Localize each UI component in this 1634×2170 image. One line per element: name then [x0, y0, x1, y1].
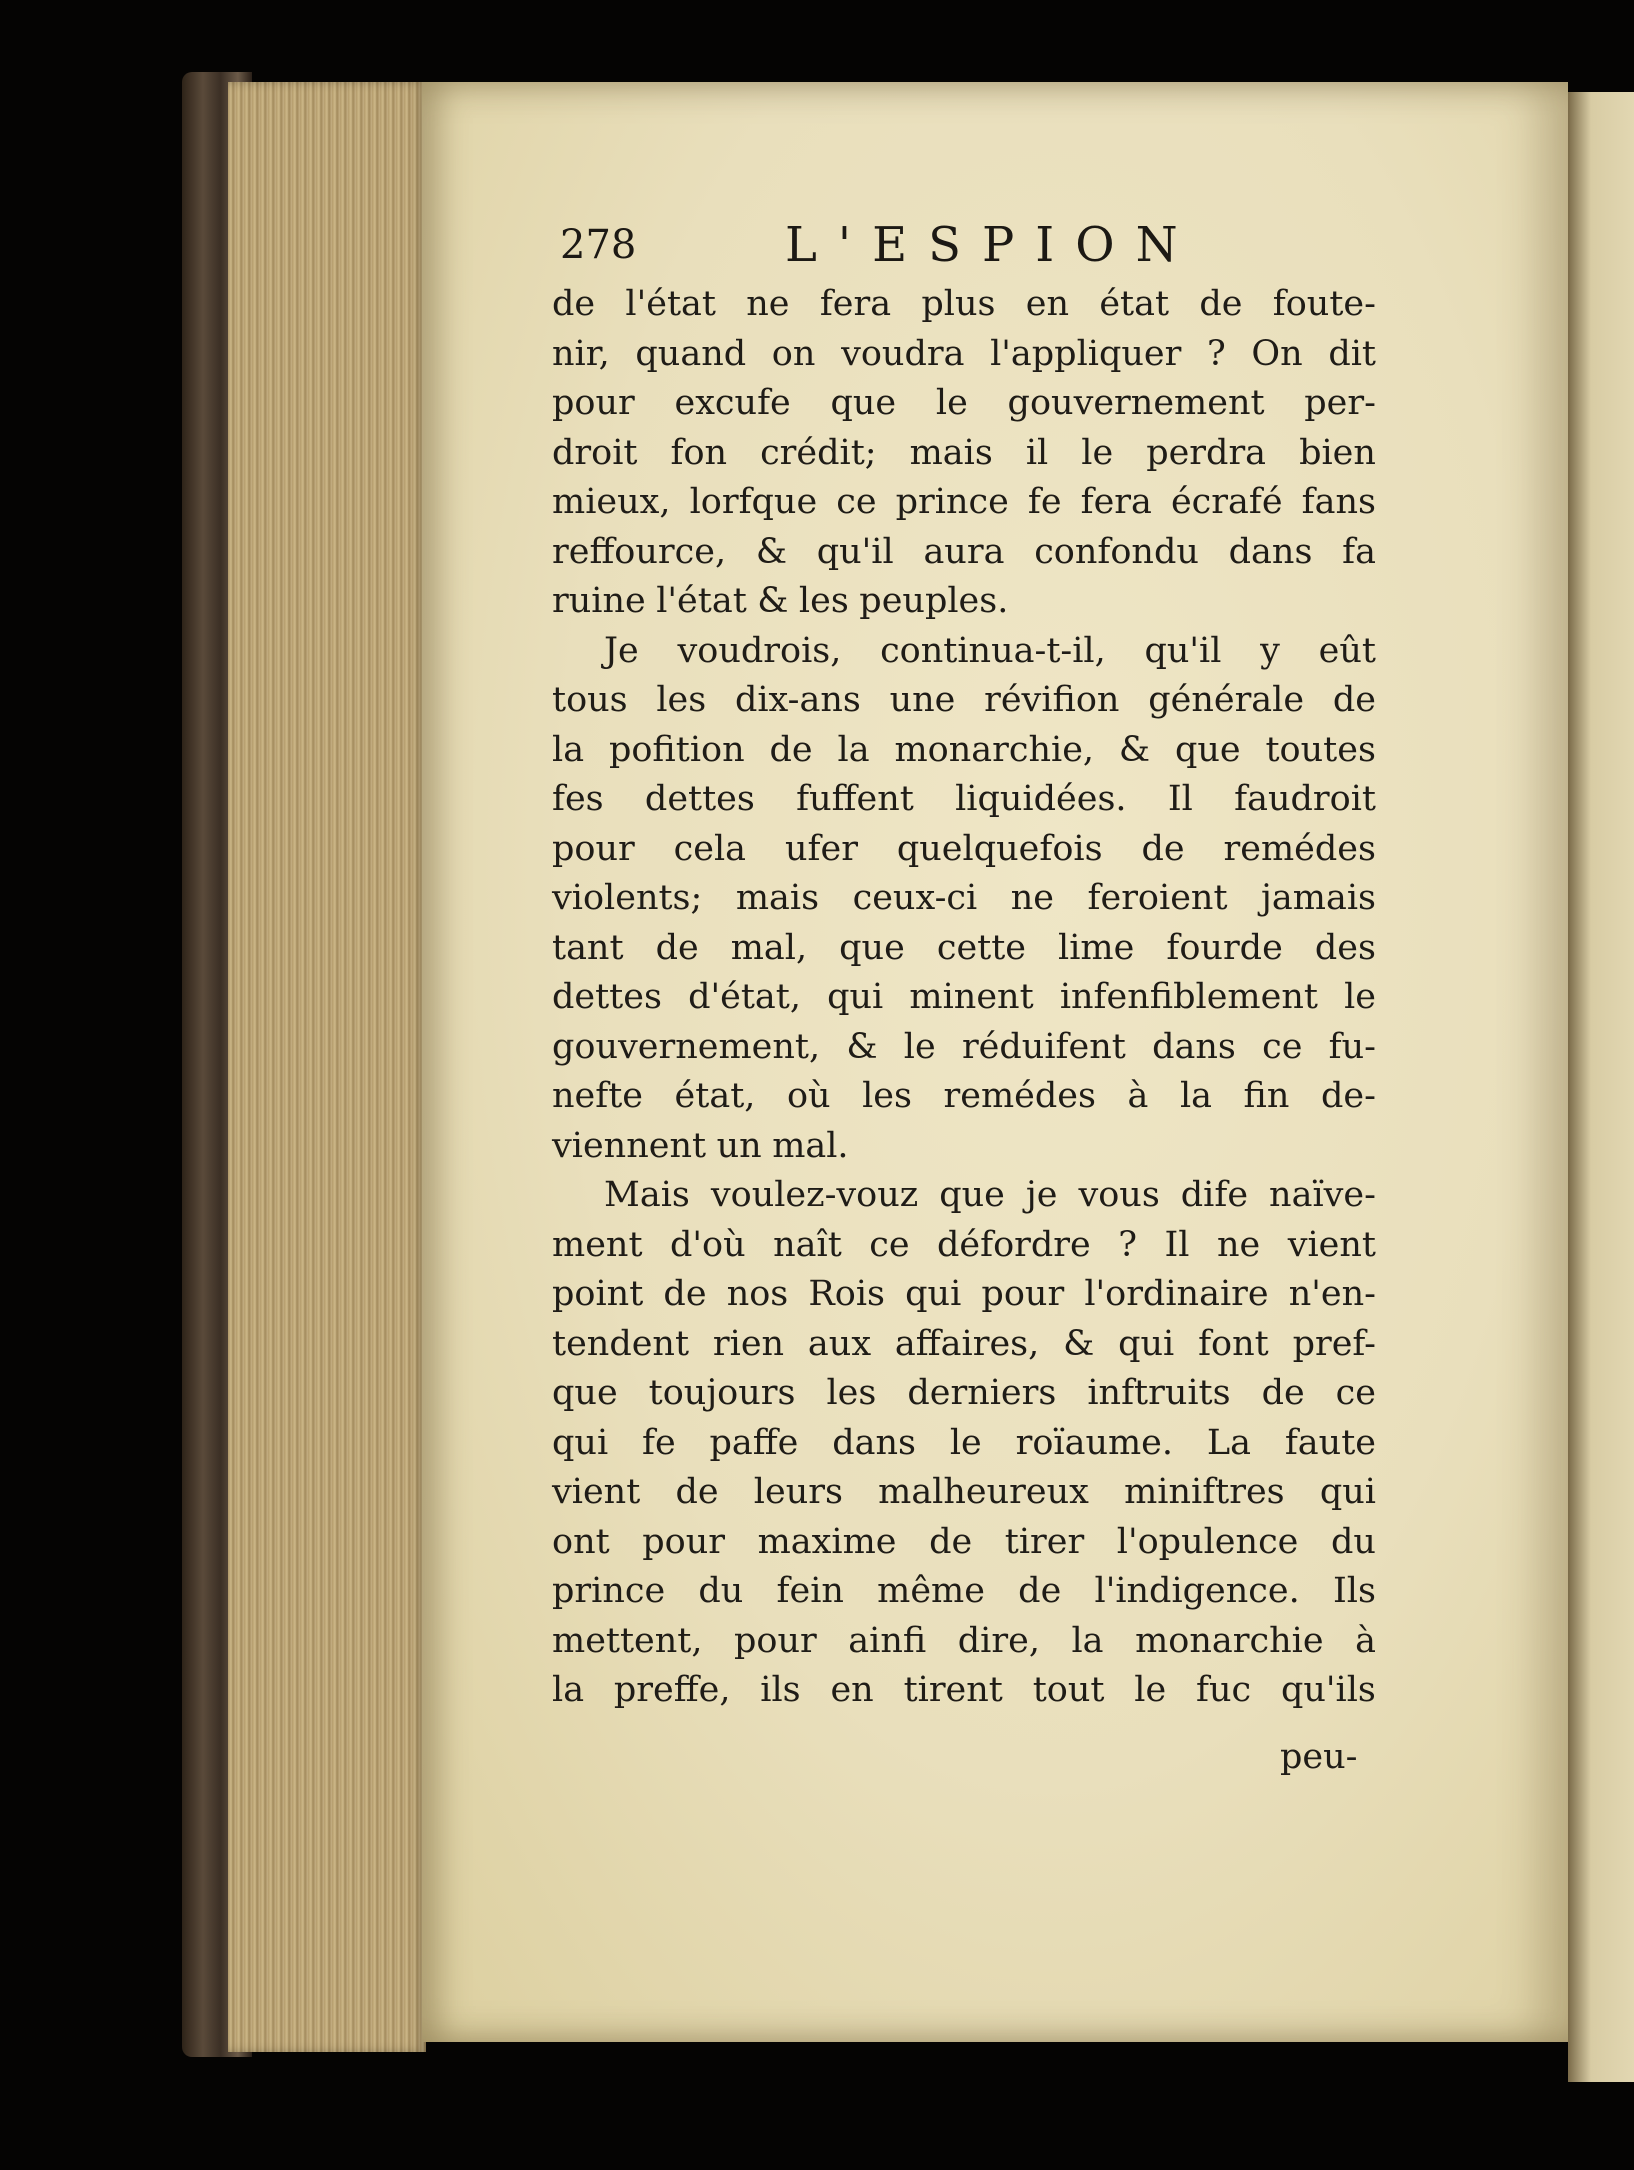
word: que	[1174, 729, 1241, 770]
text-line	[552, 1666, 1376, 1716]
word: la	[552, 1670, 585, 1710]
word: toutes	[1265, 729, 1376, 770]
text-line	[552, 1270, 1376, 1320]
word: mieux,	[552, 482, 671, 522]
word: fuffent	[796, 779, 914, 819]
word: fon	[670, 432, 728, 473]
word: quand	[635, 333, 747, 374]
word: toujours	[648, 1373, 796, 1413]
word: à	[1127, 1076, 1149, 1116]
word: font	[1198, 1323, 1269, 1364]
word: les	[798, 581, 849, 621]
word: la	[1179, 1076, 1212, 1116]
word: reffource,	[552, 531, 727, 572]
word: l'appliquer	[990, 333, 1182, 374]
word: tirent	[903, 1670, 1003, 1710]
text-line	[552, 379, 1376, 429]
word: miniftres	[1124, 1472, 1285, 1512]
word: violents;	[552, 878, 703, 918]
word: ne	[1216, 1224, 1261, 1265]
word: dans	[832, 1422, 916, 1463]
word: ruine	[552, 581, 646, 621]
word: que	[839, 927, 905, 968]
word: écrafé	[1170, 482, 1283, 522]
word: lime	[1058, 927, 1135, 968]
word: fe	[1027, 482, 1062, 522]
word: fein	[776, 1571, 844, 1611]
word: de	[552, 284, 596, 324]
word: preffe,	[613, 1670, 731, 1710]
word: fera	[819, 284, 892, 324]
word: un	[716, 1125, 762, 1166]
word: minent	[909, 977, 1034, 1017]
word: en	[830, 1670, 874, 1710]
word: tant	[552, 927, 624, 968]
word: ce	[836, 482, 877, 522]
word: de	[1199, 284, 1243, 324]
word: perdra	[1146, 432, 1267, 473]
word: viennent	[552, 1125, 707, 1166]
word: ?	[1118, 1224, 1137, 1265]
text-line	[552, 1617, 1376, 1667]
word: réduifent	[961, 1026, 1126, 1067]
word: qui	[1319, 1472, 1376, 1512]
word: mal.	[772, 1125, 849, 1166]
word: infenfiblement	[1059, 977, 1318, 1017]
text-line	[552, 1320, 1376, 1370]
word: dix-ans	[734, 680, 861, 720]
word: jamais	[1261, 878, 1376, 918]
word: en	[1025, 284, 1070, 324]
word: état,	[674, 1076, 756, 1116]
text-line	[552, 726, 1376, 776]
word: ne	[746, 284, 790, 324]
word: les	[826, 1373, 877, 1413]
word: fans	[1301, 482, 1376, 522]
word: fera	[1080, 482, 1152, 522]
word: qui	[905, 1274, 962, 1314]
word: état	[1099, 284, 1170, 324]
word: de	[1332, 680, 1376, 720]
word: &	[1118, 729, 1151, 770]
word: faudroit	[1234, 779, 1376, 819]
word: pref-	[1292, 1323, 1376, 1364]
text-line	[552, 973, 1376, 1023]
text-line	[552, 1419, 1376, 1469]
word: les	[862, 1076, 912, 1116]
word: derniers	[907, 1373, 1057, 1413]
word: de	[1261, 1373, 1305, 1413]
word: ufer	[784, 828, 858, 869]
word: malheureux	[878, 1472, 1089, 1512]
word: ce	[869, 1224, 910, 1265]
word: voudra	[841, 333, 965, 374]
word: le	[903, 1026, 936, 1067]
word: pour	[734, 1620, 817, 1661]
catchword: peu-	[1280, 1737, 1358, 1777]
word: confondu	[1034, 531, 1199, 572]
word: ce	[1335, 1373, 1376, 1413]
page-stack-edge	[228, 82, 426, 2052]
word: de	[929, 1521, 973, 1562]
word: continua-t-il,	[880, 630, 1106, 671]
word: mais	[735, 878, 820, 918]
word: nos	[726, 1274, 789, 1314]
word: La	[1206, 1422, 1251, 1463]
word: cette	[936, 927, 1027, 968]
page-number: 278	[560, 222, 637, 268]
text-line	[552, 874, 1376, 924]
word: où	[786, 1076, 831, 1116]
word: pour	[552, 383, 635, 423]
word: dettes	[644, 779, 755, 819]
word: prince	[895, 482, 1009, 522]
word: dans	[1152, 1026, 1236, 1067]
word: gouvernement,	[552, 1026, 821, 1067]
word: fes	[552, 779, 604, 819]
word: une	[889, 680, 956, 720]
running-title: L'ESPION	[785, 217, 1199, 273]
word: générale	[1148, 680, 1305, 720]
word: quelquefois	[896, 828, 1103, 869]
word: prince	[552, 1571, 666, 1611]
text-line	[552, 429, 1376, 479]
word: ne	[1010, 878, 1054, 918]
word: Rois	[808, 1274, 885, 1314]
word: l'ordinaire	[1084, 1274, 1269, 1314]
text-line	[552, 1221, 1376, 1271]
word: eût	[1318, 630, 1376, 671]
word: dit	[1328, 333, 1376, 374]
word: dettes	[552, 977, 662, 1017]
word: per-	[1304, 383, 1376, 423]
word: excufe	[674, 383, 791, 423]
word: peuples.	[859, 581, 1009, 621]
word: tirer	[1004, 1521, 1085, 1562]
word: pofition	[608, 729, 745, 770]
word: On	[1251, 333, 1303, 374]
word: Je	[604, 630, 639, 671]
word: les	[656, 680, 707, 720]
word: fe	[641, 1422, 676, 1463]
word: droit	[552, 432, 638, 473]
text-line	[552, 478, 1376, 528]
word: aux	[807, 1323, 872, 1364]
text-line	[552, 1567, 1376, 1617]
word: le	[935, 383, 968, 423]
word: ceux-ci	[852, 878, 978, 918]
word: qui	[827, 977, 884, 1017]
word: de	[655, 927, 699, 968]
text-line	[552, 1122, 1376, 1172]
word: mettent,	[552, 1620, 703, 1661]
word: roïaume.	[1015, 1422, 1174, 1463]
word: le	[1134, 1670, 1167, 1710]
word: vient	[1287, 1224, 1376, 1265]
word: Il	[1167, 779, 1193, 819]
word: nefte	[552, 1076, 643, 1116]
word: la	[1071, 1620, 1104, 1661]
running-header	[560, 210, 1560, 280]
word: affaires,	[894, 1323, 1040, 1364]
word: l'indigence.	[1094, 1571, 1300, 1611]
word: qu'il	[1144, 630, 1222, 671]
text-line	[552, 825, 1376, 875]
word: tendent	[552, 1323, 690, 1364]
text-line	[552, 1171, 1376, 1221]
text-line	[552, 775, 1376, 825]
word: pour	[981, 1274, 1065, 1314]
word: foute-	[1272, 284, 1376, 324]
word: naïve-	[1269, 1175, 1376, 1215]
word: maxime	[757, 1521, 897, 1562]
text-line	[552, 280, 1376, 330]
word: de	[675, 1472, 719, 1512]
word: de	[769, 729, 813, 770]
word: des	[1314, 927, 1376, 968]
word: de	[1141, 828, 1185, 869]
word: naît	[773, 1224, 842, 1265]
text-line	[552, 1369, 1376, 1419]
word: pour	[552, 828, 635, 869]
word: l'état	[656, 581, 747, 621]
word: dans	[1228, 531, 1313, 572]
word: qui	[1118, 1323, 1175, 1364]
word: que	[939, 1175, 1005, 1215]
word: que	[552, 1373, 618, 1413]
word: aura	[923, 531, 1005, 572]
text-line	[552, 1518, 1376, 1568]
word: lorfque	[689, 482, 818, 522]
word: &	[755, 531, 787, 572]
text-line	[552, 528, 1376, 578]
word: le	[949, 1422, 982, 1463]
word: ?	[1207, 333, 1226, 374]
word: bien	[1299, 432, 1376, 473]
word: il	[1025, 432, 1049, 473]
word: paffe	[709, 1422, 799, 1463]
facing-page-edge	[1568, 92, 1634, 2082]
word: tous	[552, 680, 628, 720]
word: de-	[1320, 1076, 1376, 1116]
text-line	[552, 1468, 1376, 1518]
text-line	[552, 676, 1376, 726]
word: cela	[673, 828, 747, 869]
word: la	[837, 729, 870, 770]
word: &	[757, 581, 789, 621]
word: dife	[1180, 1175, 1249, 1215]
word: le	[1344, 977, 1376, 1017]
word: remédes	[1223, 828, 1376, 869]
word: qu'il	[816, 531, 894, 572]
word: dire,	[957, 1620, 1040, 1661]
word: mais	[909, 432, 993, 473]
word: Mais	[604, 1175, 690, 1215]
word: leurs	[753, 1472, 843, 1512]
word: fu-	[1328, 1026, 1376, 1067]
word: liquidées.	[955, 779, 1127, 819]
word: nir,	[552, 333, 610, 374]
text-line	[552, 627, 1376, 677]
word: fuc	[1196, 1670, 1252, 1710]
word: fin	[1243, 1076, 1290, 1116]
text-line	[552, 577, 1376, 627]
body-text	[552, 280, 1376, 1716]
word: la	[552, 729, 585, 770]
text-line	[552, 330, 1376, 380]
word: point	[552, 1274, 644, 1314]
word: qu'ils	[1280, 1670, 1376, 1710]
word: mal,	[730, 927, 808, 968]
word: d'état,	[688, 977, 801, 1017]
word: du	[698, 1571, 744, 1611]
word: &	[846, 1026, 878, 1067]
word: le	[1081, 432, 1114, 473]
word: voulez-vouz	[710, 1175, 919, 1215]
word: l'état	[625, 284, 716, 324]
text-line	[552, 1023, 1376, 1073]
word: vous	[1078, 1175, 1160, 1215]
word: même	[877, 1571, 985, 1611]
word: remédes	[943, 1076, 1096, 1116]
word: à	[1355, 1620, 1376, 1661]
word: je	[1025, 1175, 1058, 1215]
word: ce	[1262, 1026, 1303, 1067]
word: inftruits	[1087, 1373, 1231, 1413]
word: faute	[1284, 1422, 1376, 1463]
word: pour	[642, 1521, 726, 1562]
text-line	[552, 924, 1376, 974]
word: on	[771, 333, 816, 374]
word: Ils	[1332, 1571, 1376, 1611]
word: du	[1330, 1521, 1376, 1562]
word: monarchie,	[894, 729, 1095, 770]
text-line	[552, 1072, 1376, 1122]
word: ainfi	[848, 1620, 927, 1661]
word: d'où	[669, 1224, 746, 1265]
word: fourde	[1166, 927, 1283, 968]
word: Il	[1164, 1224, 1190, 1265]
word: crédit;	[760, 432, 877, 473]
word: plus	[921, 284, 996, 324]
word: l'opulence	[1116, 1521, 1299, 1562]
word: vient	[552, 1472, 641, 1512]
word: y	[1260, 630, 1280, 671]
word: de	[663, 1274, 707, 1314]
word: voudrois,	[677, 630, 842, 671]
word: qui	[552, 1422, 609, 1463]
word: &	[1063, 1323, 1095, 1364]
word: rien	[712, 1323, 785, 1364]
word: monarchie	[1135, 1620, 1324, 1661]
word: que	[830, 383, 897, 423]
word: révifion	[984, 680, 1120, 720]
word: de	[1018, 1571, 1062, 1611]
word: ment	[552, 1224, 643, 1265]
word: défordre	[937, 1224, 1091, 1265]
word: gouvernement	[1007, 383, 1265, 423]
word: ils	[760, 1670, 801, 1710]
word: feroient	[1087, 878, 1228, 918]
word: ont	[552, 1521, 610, 1562]
word: tout	[1032, 1670, 1105, 1710]
word: fa	[1342, 531, 1376, 572]
word: n'en-	[1288, 1274, 1376, 1314]
